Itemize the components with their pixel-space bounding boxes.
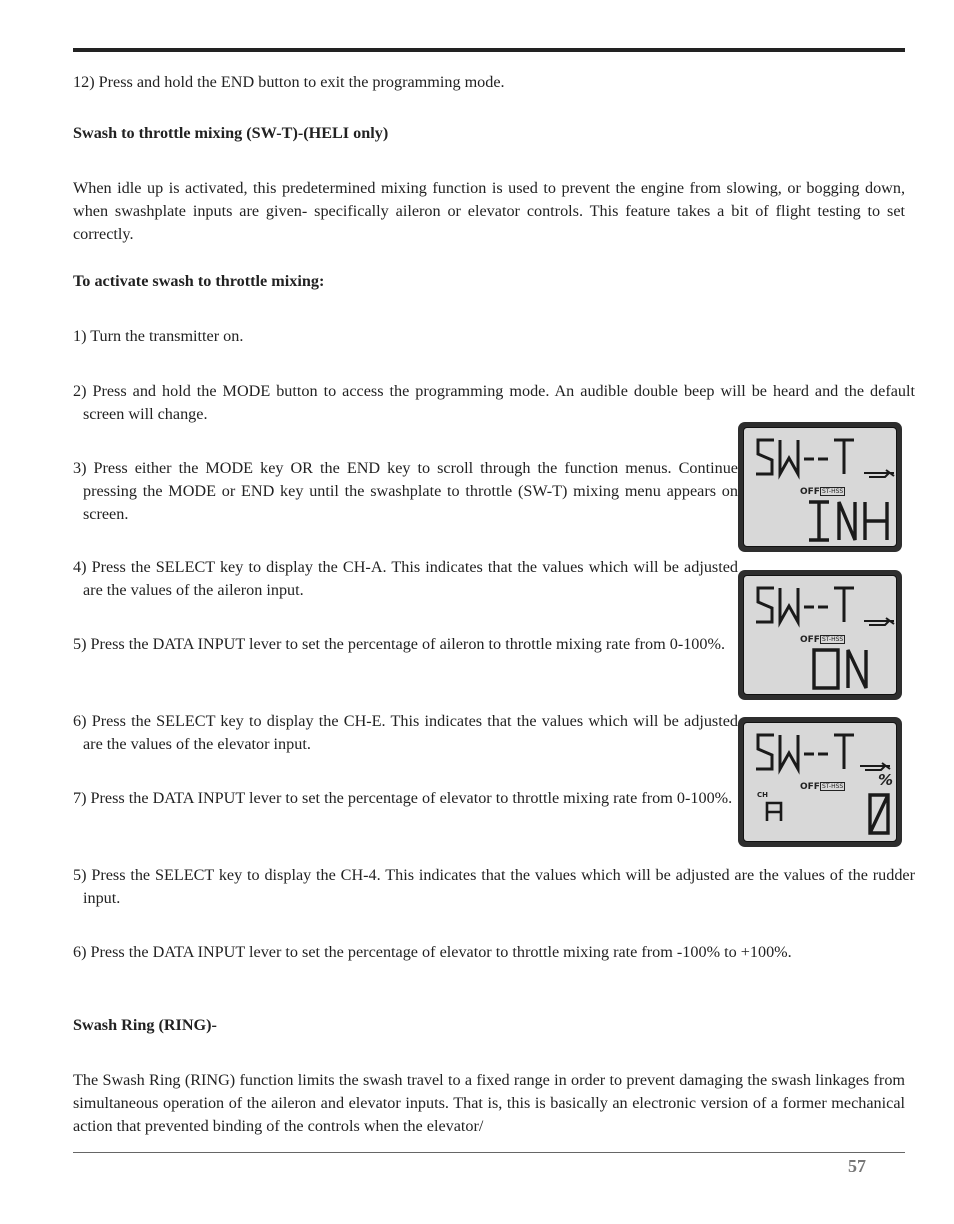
lcd-screen-on (738, 570, 902, 700)
step-12-end: 12) Press and hold the END button to exit the programming mode. (73, 73, 505, 91)
lcd-menu-text (756, 735, 854, 769)
step-5-aileron: 5) Press the DATA INPUT lever to set the percentage of aileron to throttle mixing rate from 0-100%. (73, 635, 726, 653)
heading-activate: To activate swash to throttle mixing: (73, 272, 325, 290)
lcd-sthss-badge: ST-HSS (822, 636, 844, 643)
top-rule (73, 48, 905, 52)
intro-paragraph: When idle up is activated, this predetermined mixing function is used to prevent the engine from slowing, or bogging down, when swashplate inputs are given- specifically aileron or elevator controls. This feature takes a bit of flight testing to set correctly. (73, 179, 905, 243)
lcd-sthss-badge: ST-HSS (822, 783, 844, 790)
lcd-off-label: OFF (800, 782, 820, 792)
lcd-face (743, 575, 897, 695)
heli-icon (864, 470, 894, 477)
lcd-face (743, 722, 897, 842)
page-number: 57 (848, 1156, 866, 1176)
step-4: 4) Press the SELECT key to display the CH-A. This indicates that the values which will be adjusted are the values of the aileron input. (73, 558, 738, 599)
lcd-ch-label: CH (757, 791, 768, 799)
step-2: 2) Press and hold the MODE button to access the programming mode. An audible double beep will be heard and the default screen will change. (73, 382, 915, 423)
lcd-face (743, 427, 897, 547)
swash-ring-paragraph: The Swash Ring (RING) function limits the swash travel to a fixed range in order to prevent damaging the swash linkages from simultaneous operation of the aileron and elevator inputs. That is, this is basically an electronic version of a former mechanical action that prevented binding of the controls when the elevator/ (73, 1071, 905, 1135)
lcd-percent-sign: % (878, 771, 894, 789)
step-3: 3) Press either the MODE key OR the END key to scroll through the function menus. Continue pressing the MODE or END key until the swashplate to throttle (SW-T) mixing menu appears on screen. (73, 459, 738, 523)
heading-swash-ring: Swash Ring (RING)- (73, 1016, 217, 1034)
step-6-rudder: 6) Press the DATA INPUT lever to set the percentage of elevator to throttle mixing rate from -100% to +100%. (73, 943, 792, 961)
heli-icon (864, 618, 894, 625)
step-7: 7) Press the DATA INPUT lever to set the percentage of elevator to throttle mixing rate from 0-100%. (73, 789, 733, 807)
step-1: 1) Turn the transmitter on. (73, 327, 244, 345)
lcd-channel-a (767, 803, 781, 821)
lcd-menu-text (756, 588, 854, 622)
lcd-value-inh (809, 502, 887, 540)
lcd-screen-inh (738, 422, 902, 552)
lcd-off-label: OFF (800, 487, 820, 497)
lcd-off-label: OFF (800, 635, 820, 645)
lcd-sthss-badge: ST-HSS (822, 488, 844, 495)
step-6-elevator: 6) Press the SELECT key to display the CH-E. This indicates that the values which will be adjusted are the values of the elevator input. (73, 712, 738, 753)
step-5-rudder: 5) Press the SELECT key to display the CH-4. This indicates that the values which will be adjusted are the values of the rudder input. (73, 866, 915, 907)
lcd-screen-channel (738, 717, 902, 847)
lcd-value-zero (870, 795, 888, 833)
lcd-menu-text (756, 440, 854, 474)
heli-icon (860, 763, 890, 770)
bottom-rule (73, 1152, 905, 1153)
lcd-value-on (814, 650, 866, 688)
heading-swash-to-throttle: Swash to throttle mixing (SW-T)-(HELI only) (73, 124, 389, 142)
